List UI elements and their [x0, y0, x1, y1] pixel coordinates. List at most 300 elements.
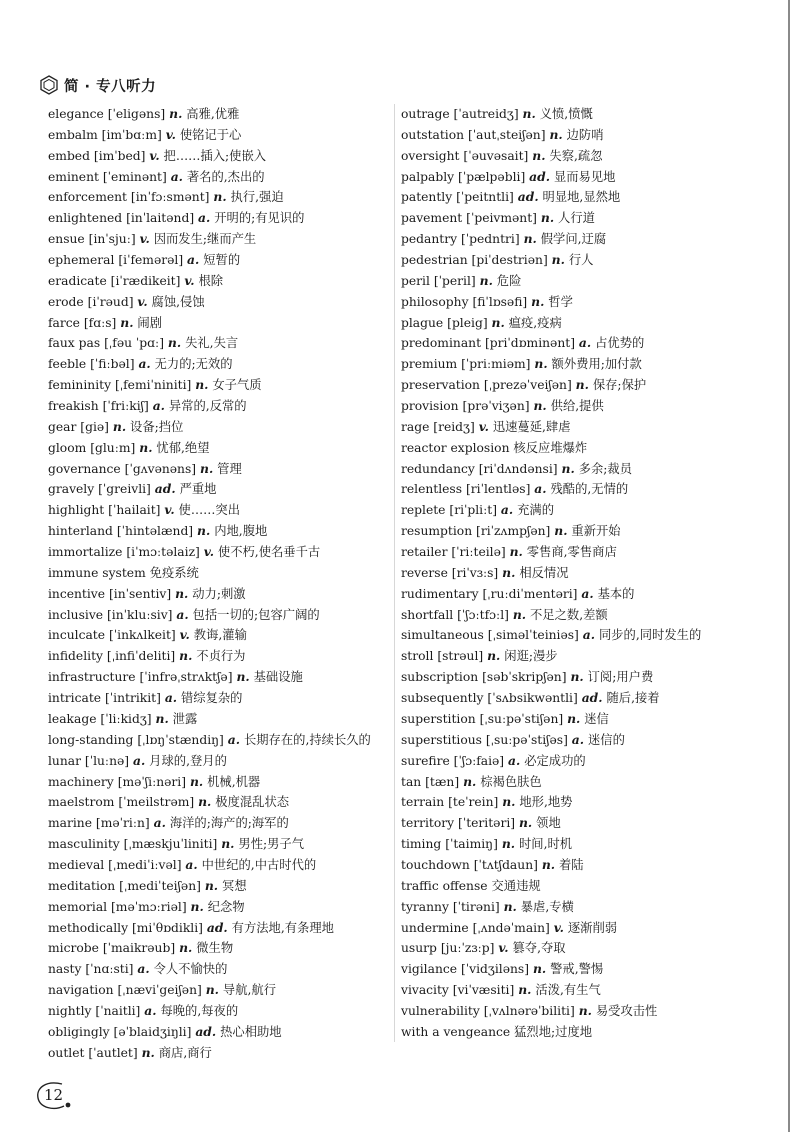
vocab-word: microbe: [48, 941, 99, 956]
vocab-definition: 随后,接着: [606, 691, 660, 706]
vocab-word: simultaneous: [401, 628, 484, 643]
vocab-entry: [48, 167, 392, 188]
vocab-phonetic: [məˈmɔːriəl]: [111, 899, 187, 914]
vocab-entry: [48, 688, 392, 709]
vocab-entry: [401, 292, 793, 313]
vocab-entry: [401, 208, 793, 229]
vocab-part-of-speech: n.: [567, 710, 581, 726]
vocab-phonetic: [viˈvæsiti]: [452, 983, 515, 998]
vocab-definition: 导航,航行: [222, 983, 276, 998]
vocab-part-of-speech: v.: [149, 147, 160, 163]
vocab-part-of-speech: n.: [575, 377, 589, 393]
vocab-phonetic: [ˈpeivmənt]: [466, 211, 537, 226]
vocab-word: infidelity: [48, 649, 103, 664]
vocab-part-of-speech: a.: [534, 481, 547, 497]
vocab-part-of-speech: a.: [137, 961, 150, 977]
vocab-part-of-speech: v.: [165, 126, 176, 142]
vocab-part-of-speech: n.: [549, 126, 563, 142]
vocab-definition: 暴虐,专横: [520, 899, 574, 914]
vocab-phonetic: [ˈautlet]: [88, 1045, 138, 1060]
vocab-phonetic: [ˌlɒŋˈstændiŋ]: [137, 732, 224, 747]
vocab-definition: 人行道: [558, 211, 595, 226]
vocab-definition: 错综复杂的: [180, 691, 243, 706]
vocab-entry: [401, 772, 793, 793]
vocab-part-of-speech: n.: [518, 982, 532, 998]
vocab-part-of-speech: n.: [541, 856, 556, 872]
column-divider: [394, 104, 395, 1042]
vocab-word: stroll: [401, 649, 434, 664]
vocab-word: incentive: [48, 586, 106, 601]
vocab-phonetic: [ˈtirəni]: [452, 899, 500, 914]
vocab-entry: [48, 479, 392, 500]
vocab-phonetic: [ˈsʌbsikwəntli]: [487, 691, 578, 706]
vocab-word: timing: [401, 837, 442, 852]
vocab-entry: [48, 333, 392, 354]
vocab-phonetic: [ˈautreidʒ]: [453, 107, 519, 121]
vocab-word: subscription: [401, 670, 479, 685]
vocab-entry: [48, 521, 392, 542]
vocab-definition: 核反应堆爆炸: [513, 440, 588, 455]
vocab-entry: [401, 709, 793, 730]
vocab-word: long-standing: [48, 732, 134, 747]
vocab-phonetic: [ˈpriːmiəm]: [461, 357, 531, 372]
vocab-phonetic: [ˈriːteilə]: [451, 545, 506, 560]
vocab-part-of-speech: v.: [139, 231, 150, 247]
vocab-definition: 领地: [536, 816, 561, 831]
vocab-part-of-speech: n.: [534, 356, 548, 372]
vocab-phonetic: [əˈblaidʒiŋli]: [113, 1024, 192, 1039]
vocab-entry: [48, 125, 392, 146]
vocab-part-of-speech: n.: [141, 1044, 155, 1060]
vocab-part-of-speech: n.: [532, 961, 547, 977]
vocab-entry: [401, 959, 793, 980]
binding-edge: [788, 0, 790, 1132]
vocab-phonetic: [ˌfəu ˈpɑː]: [104, 336, 164, 351]
vocab-part-of-speech: a.: [578, 335, 592, 351]
vocab-entry: [48, 563, 392, 584]
vocab-word: outstation: [401, 127, 465, 142]
vocab-phonetic: [fɑːs]: [83, 315, 117, 330]
vocab-column-right: [401, 104, 793, 1043]
vocab-part-of-speech: ad.: [529, 168, 551, 184]
vocab-entry: [48, 292, 392, 313]
vocab-entry: [401, 605, 793, 626]
vocab-phonetic: [ˈgreivli]: [98, 482, 151, 497]
vocab-definition: 地形,地势: [519, 795, 573, 810]
vocab-definition: 猛烈地;过度地: [514, 1024, 593, 1039]
vocab-word: masculinity: [48, 837, 120, 852]
vocab-definition: 冥想: [222, 878, 247, 893]
vocab-phonetic: [iˈfemərəl]: [118, 253, 184, 268]
vocab-phonetic: [ˈeligəns]: [107, 107, 166, 121]
vocab-word: immune system: [48, 565, 146, 580]
vocab-part-of-speech: n.: [532, 147, 546, 163]
vocab-entry: [401, 980, 793, 1001]
vocab-entry: [48, 646, 392, 667]
vocab-phonetic: [ˌruːdiˈmentəri]: [482, 586, 578, 601]
vocab-phonetic: [riˈpliːt]: [449, 503, 497, 518]
vocab-definition: 棕褐色肤色: [480, 774, 542, 789]
vocab-entry: [401, 417, 793, 438]
vocab-definition: 订阅;用户费: [587, 670, 654, 685]
vocab-part-of-speech: a.: [164, 690, 178, 706]
vocab-part-of-speech: n.: [179, 648, 193, 664]
vocab-definition: 失察,疏忽: [549, 148, 603, 163]
vocab-part-of-speech: n.: [501, 836, 516, 852]
vocab-part-of-speech: n.: [169, 106, 183, 121]
vocab-word: touchdown: [401, 857, 470, 872]
vocab-phonetic: [ˈnɑːsti]: [85, 962, 134, 977]
vocab-word: reverse: [401, 565, 448, 580]
vocab-phonetic: [riˈdʌndənsi]: [478, 461, 558, 476]
vocab-entry: [401, 688, 793, 709]
vocab-phonetic: [ˈtaimiŋ]: [445, 837, 498, 852]
vocab-entry: [401, 250, 793, 271]
vocab-part-of-speech: ad.: [206, 919, 228, 935]
vocab-phonetic: [ˈvidʒiləns]: [460, 962, 530, 977]
vocab-part-of-speech: a.: [227, 731, 241, 747]
vocab-phonetic: [ˌvʌlnərəˈbiliti]: [483, 1003, 575, 1018]
vocab-definition: 闹剧: [137, 315, 163, 330]
vocab-definition: 令人不愉快的: [153, 962, 228, 977]
vocab-definition: 免疫系统: [149, 565, 199, 580]
hexagon-logo-icon: [38, 74, 60, 96]
vocab-entry: [48, 208, 392, 229]
vocab-phonetic: [ˈpeitntli]: [456, 190, 514, 205]
vocab-definition: 占优势的: [595, 336, 645, 351]
vocab-definition: 保存;保护: [592, 378, 647, 393]
vocab-word: lunar: [48, 753, 81, 768]
vocab-entry: [401, 271, 793, 292]
vocab-entry: [48, 980, 392, 1001]
vocab-phonetic: [ˌʌndəˈmain]: [472, 920, 550, 935]
vocab-entry: [48, 354, 392, 375]
vocab-entry: [48, 938, 392, 959]
vocab-part-of-speech: n.: [502, 564, 516, 580]
vocab-phonetic: [iˈrædikeit]: [110, 273, 181, 288]
vocab-entry: [401, 438, 793, 459]
vocab-part-of-speech: a.: [508, 752, 521, 768]
vocab-entry: [401, 229, 793, 250]
vocab-definition: 热心相助地: [220, 1024, 282, 1039]
vocab-entry: [48, 271, 392, 292]
vocab-entry: [48, 500, 392, 521]
vocab-entry: [48, 187, 392, 208]
vocab-entry: [48, 250, 392, 271]
vocab-definition: 闲逛;漫步: [504, 649, 558, 664]
vocab-part-of-speech: n.: [540, 210, 555, 226]
vocab-entry: [401, 187, 793, 208]
vocab-definition: 微生物: [196, 941, 234, 956]
vocab-phonetic: [gluːm]: [90, 440, 136, 455]
vocab-definition: 假学问,迂腐: [540, 232, 607, 247]
vocab-word: vulnerability: [401, 1003, 480, 1018]
vocab-part-of-speech: n.: [561, 460, 575, 476]
vocab-word: subsequently: [401, 691, 484, 706]
vocab-phonetic: [iˈrəud]: [87, 294, 134, 309]
vocab-definition: 极度混乱状态: [215, 795, 290, 810]
vocab-phonetic: [ˈeminənt]: [102, 169, 167, 184]
vocab-phonetic: [pleig]: [447, 315, 488, 330]
vocab-definition: 执行,强迫: [230, 190, 284, 205]
vocab-word: traffic offense: [401, 878, 488, 893]
vocab-entry: [48, 104, 392, 125]
vocab-entry: [48, 897, 392, 918]
vocab-phonetic: [ˈgʌvənəns]: [124, 461, 197, 476]
vocab-word: usurp: [401, 941, 437, 956]
vocab-definition: 高雅,优雅: [186, 107, 240, 121]
vocab-phonetic: [ˈfiːbəl]: [90, 357, 135, 372]
vocab-part-of-speech: n.: [139, 439, 153, 455]
vocab-definition: 瘟疫,疫病: [508, 315, 562, 330]
vocab-word: gravely: [48, 482, 95, 497]
vocab-part-of-speech: v.: [179, 627, 190, 643]
vocab-phonetic: [ˈpedntri]: [460, 232, 520, 247]
vocab-word: ephemeral: [48, 253, 115, 268]
vocab-entry: [401, 396, 793, 417]
vocab-phonetic: [inˈfɔːsmənt]: [130, 190, 210, 205]
vocab-definition: 零售商,零售商店: [526, 545, 617, 560]
vocab-phonetic: [riˈlentləs]: [465, 482, 531, 497]
vocab-word: retailer: [401, 545, 448, 560]
vocab-definition: 迷信: [584, 711, 609, 726]
vocab-word: territory: [401, 816, 455, 831]
vocab-word: farce: [48, 315, 80, 330]
vocab-entry: [401, 855, 793, 876]
vocab-word: immortalize: [48, 545, 123, 560]
vocab-entry: [48, 792, 392, 813]
vocab-word: preservation: [401, 378, 480, 393]
vocab-phonetic: [ˈinfrəˌstrʌktʃə]: [139, 670, 233, 685]
vocab-phonetic: [ˌprezəˈveiʃən]: [483, 378, 572, 393]
vocab-word: superstition: [401, 711, 476, 726]
vocab-definition: 边防哨: [566, 127, 604, 142]
vocab-phonetic: [ˌsiməlˈteiniəs]: [487, 628, 579, 643]
vocab-entry: [401, 375, 793, 396]
vocab-entry: [48, 229, 392, 250]
vocab-entry: [401, 333, 793, 354]
vocab-entry: [48, 375, 392, 396]
vocab-definition: 无力的;无效的: [154, 357, 233, 372]
vocab-definition: 商店,商行: [158, 1045, 212, 1060]
vocab-phonetic: [ˈtʌtʃdaun]: [473, 857, 538, 872]
vocab-phonetic: [teˈrein]: [448, 795, 499, 810]
vocab-entry: [401, 584, 793, 605]
vocab-word: marine: [48, 816, 92, 831]
vocab-entry: [48, 667, 392, 688]
vocab-phonetic: [imˈbed]: [93, 148, 146, 163]
vocab-phonetic: [ˈmaikrəub]: [102, 941, 176, 956]
vocab-entry: [48, 918, 392, 939]
vocab-entry: [401, 938, 793, 959]
vocab-definition: 同步的,同时发生的: [598, 628, 702, 643]
vocab-entry: [401, 1001, 793, 1022]
vocab-entry: [401, 146, 793, 167]
vocab-definition: 管理: [217, 461, 242, 476]
vocab-part-of-speech: n.: [204, 877, 219, 893]
vocab-word: replete: [401, 503, 446, 518]
vocab-word: redundancy: [401, 461, 475, 476]
vocab-definition: 开明的;有见识的: [214, 211, 305, 226]
vocab-entry: [401, 667, 793, 688]
vocab-word: pavement: [401, 211, 463, 226]
vocab-part-of-speech: a.: [571, 731, 585, 747]
vocab-phonetic: [reidʒ]: [433, 419, 475, 434]
vocab-part-of-speech: n.: [213, 189, 227, 205]
vocab-definition: 泄露: [172, 711, 198, 726]
vocab-definition: 把……插入;使嵌入: [163, 148, 267, 163]
vocab-word: terrain: [401, 795, 445, 810]
vocab-entry: [48, 584, 392, 605]
vocab-part-of-speech: v.: [478, 418, 489, 434]
vocab-word: nightly: [48, 1003, 92, 1018]
vocab-part-of-speech: ad.: [154, 481, 176, 497]
vocab-entry: [401, 646, 793, 667]
vocab-part-of-speech: a.: [138, 356, 151, 372]
vocab-word: tyranny: [401, 899, 449, 914]
vocab-entry: [401, 479, 793, 500]
vocab-phonetic: [tæn]: [425, 774, 460, 789]
vocab-word: obligingly: [48, 1024, 110, 1039]
vocab-definition: 因而发生;继而产生: [153, 232, 257, 247]
vocab-entry: [401, 730, 793, 751]
vocab-entry: [48, 542, 392, 563]
vocab-definition: 活泼,有生气: [535, 983, 601, 998]
vocab-word: hinterland: [48, 524, 113, 539]
vocab-phonetic: [ˌfemiˈniniti]: [114, 378, 192, 393]
vocab-phonetic: [ˈnaitli]: [95, 1003, 141, 1018]
vocab-word: embed: [48, 148, 90, 163]
vocab-phonetic: [ˈəuvəsait]: [463, 148, 529, 163]
vocab-entry: [48, 459, 392, 480]
vocab-entry: [48, 959, 392, 980]
vocab-word: eradicate: [48, 273, 107, 288]
vocab-phonetic: [riˈzʌmpʃən]: [476, 524, 551, 539]
vocab-definition: 包括一切的;包容广阔的: [192, 607, 320, 622]
vocab-part-of-speech: v.: [498, 940, 509, 956]
vocab-word: elegance: [48, 107, 104, 121]
vocab-part-of-speech: v.: [553, 919, 564, 935]
vocab-part-of-speech: a.: [133, 752, 146, 768]
vocab-definition: 长期存在的,持续长久的: [243, 732, 371, 747]
vocab-definition: 每晚的,每夜的: [160, 1003, 239, 1018]
vocab-definition: 著名的,杰出的: [186, 169, 265, 184]
vocab-definition: 警戒,警惕: [550, 962, 604, 977]
vocab-phonetic: [ˌnæviˈgeiʃən]: [117, 983, 202, 998]
vocab-definition: 着陆: [558, 857, 584, 872]
vocab-definition: 明显地,显然地: [542, 190, 621, 205]
vocab-definition: 严重地: [179, 482, 217, 497]
vocab-word: enlightened: [48, 211, 123, 226]
vocab-part-of-speech: a.: [152, 398, 165, 414]
vocab-word: faux pas: [48, 336, 101, 351]
vocab-entry: [401, 918, 793, 939]
vocab-phonetic: [məˈʃiːnəri]: [117, 774, 187, 789]
vocab-part-of-speech: ad.: [517, 189, 539, 205]
vocab-part-of-speech: n.: [179, 940, 193, 956]
vocab-entry: [48, 396, 392, 417]
vocab-part-of-speech: n.: [523, 231, 537, 247]
vocab-word: premium: [401, 357, 458, 372]
vocab-definition: 迷信的: [587, 732, 625, 747]
vocab-part-of-speech: n.: [120, 314, 134, 330]
vocab-word: feeble: [48, 357, 87, 372]
vocab-phonetic: [ˈperil]: [433, 273, 476, 288]
vocab-part-of-speech: n.: [221, 836, 235, 852]
vocab-word: freakish: [48, 399, 99, 414]
vocab-definition: 逐渐削弱: [567, 920, 618, 935]
vocab-part-of-speech: n.: [155, 710, 169, 726]
vocab-entry: [401, 167, 793, 188]
vocab-definition: 危险: [496, 273, 522, 288]
vocab-word: outlet: [48, 1045, 85, 1060]
vocab-part-of-speech: n.: [197, 523, 211, 539]
vocab-definition: 不足之数,差额: [530, 607, 608, 622]
vocab-part-of-speech: a.: [187, 252, 200, 268]
vocab-phonetic: [priˈdɒminənt]: [484, 336, 575, 351]
vocab-entry: [48, 313, 392, 334]
vocab-definition: 设备;挡位: [130, 419, 184, 434]
vocab-word: methodically: [48, 920, 129, 935]
vocab-word: peril: [401, 273, 430, 288]
vocab-phonetic: [ˈmeilstrəm]: [118, 795, 195, 810]
vocab-definition: 短暂的: [203, 253, 241, 268]
vocab-definition: 使不朽,使名垂千古: [217, 545, 321, 560]
vocab-entry: [401, 876, 793, 897]
vocab-word: rudimentary: [401, 586, 479, 601]
vocab-entry: [48, 438, 392, 459]
vocab-word: superstitious: [401, 732, 482, 747]
vocab-entry: [48, 625, 392, 646]
vocab-part-of-speech: n.: [205, 982, 219, 998]
vocab-entry: [401, 313, 793, 334]
vocab-phonetic: [ˌmediˈiːvəl]: [108, 857, 182, 872]
vocab-part-of-speech: n.: [518, 815, 533, 831]
vocab-entry: [48, 772, 392, 793]
vocab-definition: 根除: [198, 273, 224, 288]
vocab-entry: [401, 834, 793, 855]
vocab-word: oversight: [401, 148, 460, 163]
vocab-definition: 男性;男子气: [238, 837, 305, 852]
vocab-word: shortfall: [401, 607, 454, 622]
vocab-definition: 迅速蔓延,肆虐: [492, 419, 571, 434]
vocab-entry: [401, 1022, 793, 1043]
vocab-definition: 额外费用;加付款: [551, 357, 642, 372]
vocab-part-of-speech: n.: [479, 272, 493, 288]
vocab-entry: [401, 500, 793, 521]
vocab-word: vivacity: [401, 983, 449, 998]
vocab-part-of-speech: v.: [184, 272, 195, 288]
vocab-word: embalm: [48, 127, 98, 142]
vocab-entry: [401, 521, 793, 542]
vocab-definition: 海洋的;海产的;海军的: [169, 816, 289, 831]
vocab-entry: [401, 354, 793, 375]
vocab-entry: [401, 792, 793, 813]
vocab-entry: [401, 542, 793, 563]
vocab-definition: 内地,腹地: [214, 524, 268, 539]
vocab-definition: 哲学: [548, 294, 573, 309]
vocab-definition: 女子气质: [212, 378, 262, 393]
vocab-phonetic: [ˈpælpəbli]: [458, 169, 526, 184]
vocab-part-of-speech: a.: [581, 585, 594, 601]
vocab-definition: 使铭记于心: [179, 127, 242, 142]
vocab-word: ensue: [48, 232, 85, 247]
vocab-word: philosophy: [401, 294, 469, 309]
vocab-entry: [48, 605, 392, 626]
vocab-part-of-speech: n.: [189, 773, 204, 789]
vocab-definition: 残酷的,无情的: [550, 482, 629, 497]
vocab-definition: 行人: [568, 253, 594, 268]
